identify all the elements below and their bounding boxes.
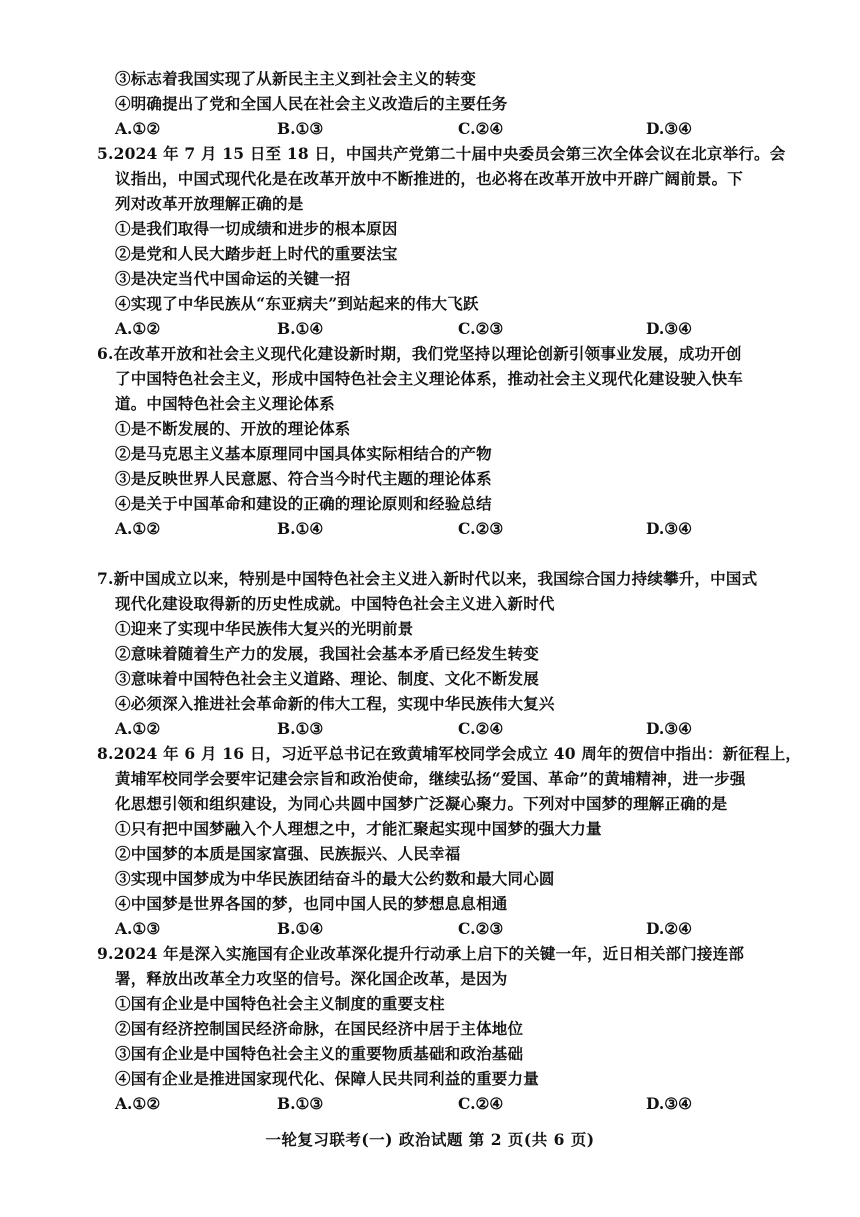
option-line: ②国有经济控制国民经济命脉，在国民经济中居于主体地位 — [115, 1019, 524, 1038]
question-8-stem: 8.2024 年 6 月 16 日，习近平总书记在致黄埔军校同学会成立 40 周年的贺信中指出：新征程上， — [97, 744, 802, 763]
option-line: ③标志着我国实现了从新民主主义到社会主义的转变 — [115, 69, 477, 88]
question-7-stem: 7.新中国成立以来，特别是中国特色社会主义进入新时代以来，我国综合国力持续攀升，中国式 — [97, 569, 758, 588]
option-line: ①国有企业是中国特色社会主义制度的重要支柱 — [115, 994, 445, 1013]
choice-b[interactable]: B.①④ — [277, 319, 324, 338]
question-8-stem: 黄埔军校同学会要牢记建会宗旨和政治使命，继续弘扬“爱国、革命”的黄埔精神，进一步强 — [115, 769, 746, 788]
choice-d[interactable]: D.③④ — [646, 1094, 693, 1113]
option-line: ④明确提出了党和全国人民在社会主义改造后的主要任务 — [115, 94, 508, 113]
answer-choices — [115, 518, 805, 540]
answer-choices — [115, 1093, 805, 1115]
choice-b[interactable]: B.①④ — [277, 519, 324, 538]
question-9-stem: 署，释放出改革全力攻坚的信号。深化国企改革，是因为 — [115, 969, 508, 988]
choice-a[interactable]: A.①② — [115, 319, 161, 338]
option-line: ②是马克思主义基本原理同中国具体实际相结合的产物 — [115, 444, 492, 463]
option-line: ①迎来了实现中华民族伟大复兴的光明前景 — [115, 619, 414, 638]
choice-a[interactable]: A.①② — [115, 1094, 161, 1113]
option-line: ④是关于中国革命和建设的正确的理论原则和经验总结 — [115, 494, 492, 513]
option-line: ①是我们取得一切成绩和进步的根本原因 — [115, 219, 398, 238]
choice-a[interactable]: A.①③ — [115, 919, 161, 938]
choice-b[interactable]: B.①④ — [277, 919, 324, 938]
option-line: ④中国梦是世界各国的梦，也同中国人民的梦想息息相通 — [115, 894, 508, 913]
page-footer: 一轮复习联考(一) 政治试题 第 2 页(共 6 页) — [265, 1130, 595, 1149]
question-9-stem: 9.2024 年是深入实施国有企业改革深化提升行动承上启下的关键一年，近日相关部门接连部 — [97, 944, 745, 963]
option-line: ③是反映世界人民意愿、符合当今时代主题的理论体系 — [115, 469, 492, 488]
question-6-stem: 了中国特色社会主义，形成中国特色社会主义理论体系，推动社会主义现代化建设驶入快车 — [115, 369, 744, 388]
choice-b[interactable]: B.①③ — [277, 719, 324, 738]
option-line: ④必须深入推进社会革命新的伟大工程，实现中华民族伟大复兴 — [115, 694, 555, 713]
choice-b[interactable]: B.①③ — [277, 119, 324, 138]
answer-choices — [115, 318, 805, 340]
choice-a[interactable]: A.①② — [115, 519, 161, 538]
choice-d[interactable]: D.②④ — [646, 919, 693, 938]
choice-c[interactable]: C.②④ — [458, 119, 504, 138]
option-line: ②是党和人民大踏步赶上时代的重要法宝 — [115, 244, 398, 263]
option-line: ④国有企业是推进国家现代化、保障人民共同利益的重要力量 — [115, 1069, 539, 1088]
choice-b[interactable]: B.①③ — [277, 1094, 324, 1113]
choice-d[interactable]: D.③④ — [646, 319, 693, 338]
option-line: ②意味着随着生产力的发展，我国社会基本矛盾已经发生转变 — [115, 644, 539, 663]
choice-c[interactable]: C.②④ — [458, 719, 504, 738]
option-line: ①只有把中国梦融入个人理想之中，才能汇聚起实现中国梦的强大力量 — [115, 819, 602, 838]
option-line: ①是不断发展的、开放的理论体系 — [115, 419, 351, 438]
choice-a[interactable]: A.①② — [115, 119, 161, 138]
option-line: ③国有企业是中国特色社会主义的重要物质基础和政治基础 — [115, 1044, 524, 1063]
choice-a[interactable]: A.①② — [115, 719, 161, 738]
option-line: ④实现了中华民族从“东亚病夫”到站起来的伟大飞跃 — [115, 294, 479, 313]
question-8-stem: 化思想引领和组织建设，为同心共圆中国梦广泛凝心聚力。下列对中国梦的理解正确的是 — [115, 794, 728, 813]
choice-c[interactable]: C.②③ — [458, 519, 504, 538]
answer-choices — [115, 718, 805, 740]
question-5-stem: 列对改革开放理解正确的是 — [115, 194, 304, 213]
question-6-stem: 6.在改革开放和社会主义现代化建设新时期，我们党坚持以理论创新引领事业发展，成功开创 — [97, 344, 742, 363]
choice-c[interactable]: C.②③ — [458, 919, 504, 938]
choice-d[interactable]: D.③④ — [646, 719, 693, 738]
answer-choices — [115, 918, 805, 940]
option-line: ③实现中国梦成为中华民族团结奋斗的最大公约数和最大同心圆 — [115, 869, 555, 888]
option-line: ③意味着中国特色社会主义道路、理论、制度、文化不断发展 — [115, 669, 539, 688]
choice-d[interactable]: D.③④ — [646, 119, 693, 138]
question-5-stem: 5.2024 年 7 月 15 日至 18 日，中国共产党第二十届中央委员会第三次全体会议在北京举行。会 — [97, 144, 786, 163]
answer-choices — [115, 118, 805, 140]
question-5-stem: 议指出，中国式现代化是在改革开放中不断推进的，也必将在改革开放中开辟广阔前景。下 — [115, 169, 744, 188]
choice-c[interactable]: C.②③ — [458, 319, 504, 338]
choice-d[interactable]: D.③④ — [646, 519, 693, 538]
choice-c[interactable]: C.②④ — [458, 1094, 504, 1113]
option-line: ②中国梦的本质是国家富强、民族振兴、人民幸福 — [115, 844, 461, 863]
question-6-stem: 道。中国特色社会主义理论体系 — [115, 394, 335, 413]
option-line: ③是决定当代中国命运的关键一招 — [115, 269, 351, 288]
question-7-stem: 现代化建设取得新的历史性成就。中国特色社会主义进入新时代 — [115, 594, 555, 613]
